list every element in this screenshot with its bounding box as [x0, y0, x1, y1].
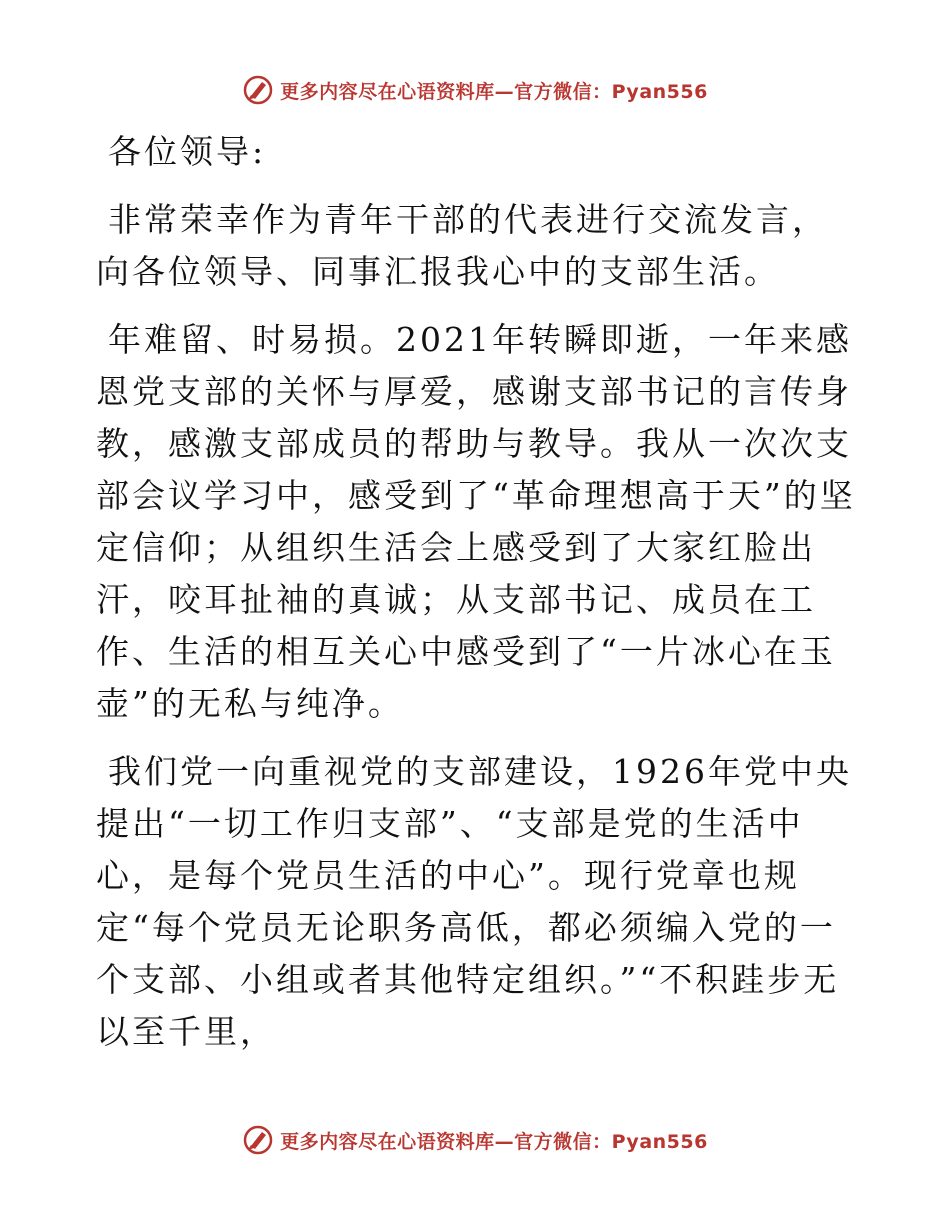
footer-watermark-text: 更多内容尽在心语资料库—官方微信：Pyan556	[280, 1130, 708, 1153]
header-watermark-text: 更多内容尽在心语资料库—官方微信：Pyan556	[280, 80, 708, 103]
brand-logo-icon	[242, 1124, 274, 1156]
paragraph-3: 我们党一向重视党的支部建设，1926年党中央提出“一切工作归支部”、“支部是党的生活中心，是每个党员生活的中心”。现行党章也规定“每个党员无论职务高低，都必须编入党的一个支部、小组或者其他特定组织。”“不积跬步无以至千里，	[96, 752, 852, 1051]
document-body	[96, 126, 856, 1074]
paragraph-2: 年难留、时易损。2021年转瞬即逝，一年来感恩党支部的关怀与厚爱，感谢支部书记的言传身教，感激支部成员的帮助与教导。我从一次次支部会议学习中，感受到了“革命理想高于天”的坚定信仰；从组织生活会上感受到了大家红脸出汗，咬耳扯袖的真诚；从支部书记、成员在工作、生活的相互关心中感受到了“一片冰心在玉壶”的无私与纯净。	[96, 320, 856, 723]
paragraph-1: 非常荣幸作为青年干部的代表进行交流发言，向各位领导、同事汇报我心中的支部生活。	[96, 200, 828, 291]
header-watermark	[0, 72, 950, 108]
footer-watermark	[0, 1122, 950, 1158]
salutation: 各位领导:	[108, 132, 267, 171]
brand-logo-icon	[242, 74, 274, 106]
